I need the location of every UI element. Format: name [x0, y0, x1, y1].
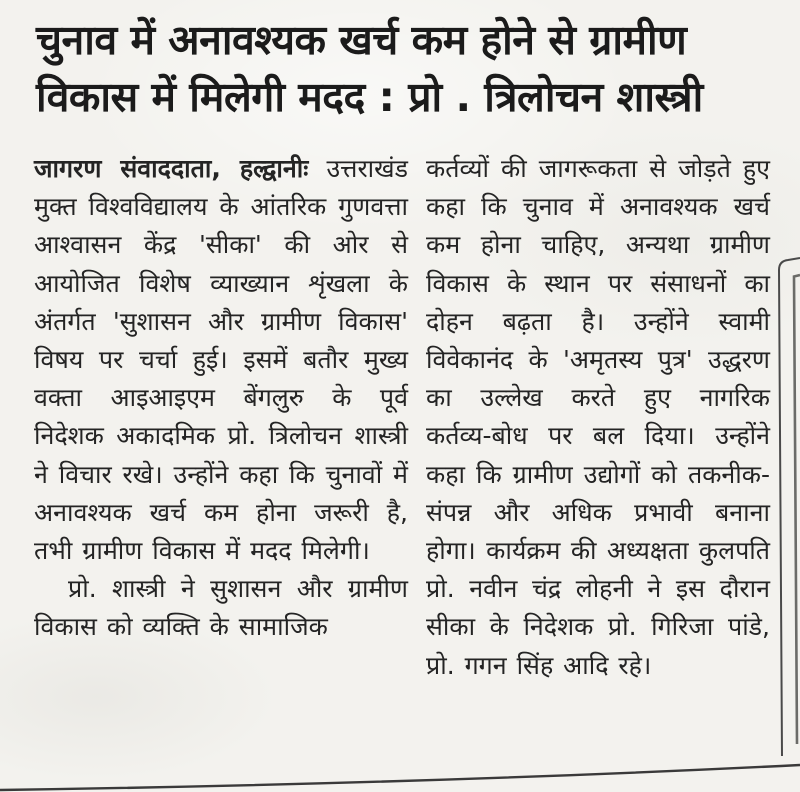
- headline-line-1: चुनाव में अनावश्यक खर्च कम होने से ग्रामीण: [36, 16, 687, 64]
- left-column-paragraph-1: [34, 150, 408, 570]
- bottom-rule-line: [0, 765, 800, 790]
- right-column-paragraph-1: कर्तव्यों की जागरूकता से जोड़ते हुए कहा कि चुनाव में अनावश्यक खर्च कम होना चाहिए, अन्यथा ग्रामीण विकास के स्थान पर संसाधनों का दोहन बढ़ता है। उन्होंने स्वामी विवेकानंद के 'अमृतस्य पुत्र' उद्धरण का उल्लेख करते हुए नागरिक कर्तव्य-बोध पर बल दिया। उन्होंने कहा कि ग्रामीण उद्योगों को तकनीक-संपन्न और अधिक प्रभावी बनाना होगा। कार्यक्रम की अध्यक्षता कुलपति प्रो. नवीन चंद्र लोहनी ने इस दौरान सीका के निदेशक प्रो. गिरिजा पांडे, प्रो. गगन सिंह आदि रहे।: [426, 154, 770, 680]
- right-column: [426, 150, 770, 685]
- left-column-paragraph-2: प्रो. शास्त्री ने सुशासन और ग्रामीण विकास को व्यक्ति के सामाजिक: [34, 574, 408, 642]
- headline-line-2: विकास में मिलेगी मदद : प्रो . त्रिलोचन शास्त्री: [36, 73, 703, 121]
- article-headline: [0, 0, 800, 126]
- left-column: [34, 150, 408, 685]
- article-body: [0, 126, 800, 685]
- dateline: जागरण संवाददाता, हल्द्वानीः: [34, 154, 309, 183]
- left-paragraph-1-text: उत्तराखंड मुक्त विश्वविद्यालय के आंतरिक गुणवत्ता आश्वासन केंद्र 'सीका' की ओर से आयोजित विशेष व्याख्यान शृंखला के अंतर्गत 'सुशासन और ग्रामीण विकास' विषय पर चर्चा हुई। इसमें बतौर मुख्य वक्ता आइआइएम बेंगलुरु के पूर्व निदेशक अकादमिक प्रो. त्रिलोचन शास्त्री ने विचार रखे। उन्होंने कहा कि चुनावों में अनावश्यक खर्च कम होना जरूरी है, तभी ग्रामीण विकास में मदद मिलेगी।: [34, 154, 408, 566]
